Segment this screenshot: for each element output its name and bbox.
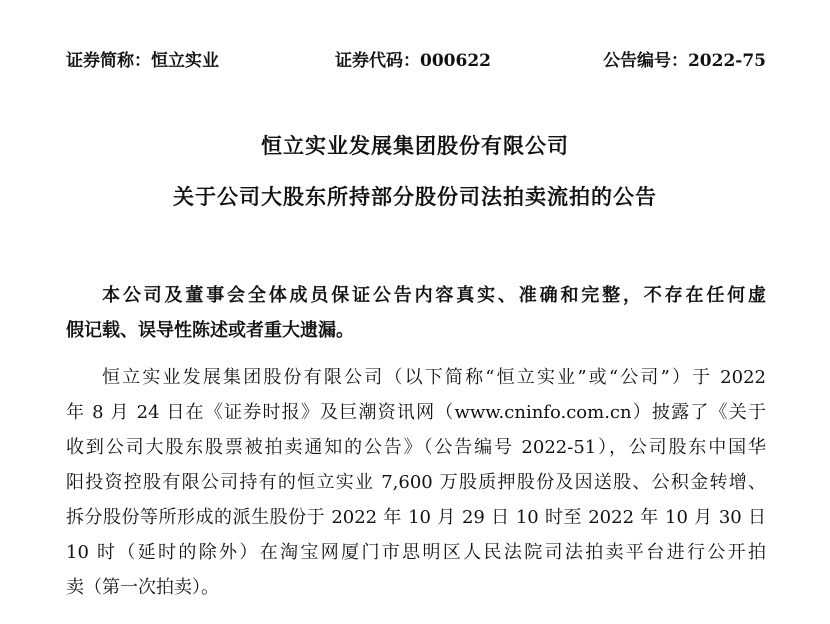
company-title: 恒立实业发展集团股份有限公司 — [261, 133, 569, 158]
body-line: 10 时（延时的除外）在淘宝网厦门市思明区人民法院司法拍卖平台进行公开拍 — [66, 542, 766, 563]
notice-number: 公告编号：2022-75 — [602, 51, 766, 71]
body-line: 年 8 月 24 日在《证券时报》及巨潮资讯网（www.cninfo.com.cn）披露了《关于 — [66, 402, 766, 423]
body-line: 收到公司大股东股票被拍卖通知的公告》（公告编号 2022-51），公司股东中国华 — [66, 437, 766, 458]
statement-line: 假记载、误导性陈述或者重大遗漏。 — [66, 320, 354, 341]
document-header — [66, 46, 766, 74]
board-statement-paragraph — [66, 278, 766, 348]
body-line: 阳投资控股有限公司持有的恒立实业 7,600 万股质押股份及因送股、公积金转增、 — [66, 472, 766, 493]
body-line: 拆分股份等所形成的派生股份于 2022 年 10 月 29 日 10 时至 2022 年 10 月 30 日 — [66, 507, 766, 528]
security-short-name: 证券简称：恒立实业 — [66, 51, 219, 71]
body-line: 卖（第一次拍卖）。 — [66, 577, 219, 598]
body-paragraph — [66, 360, 766, 605]
notice-title: 关于公司大股东所持部分股份司法拍卖流拍的公告 — [173, 184, 657, 209]
body-line: 恒立实业发展集团股份有限公司（以下简称“恒立实业”或“公司”）于 2022 — [102, 367, 766, 388]
statement-line: 本公司及董事会全体成员保证公告内容真实、准确和完整，不存在任何虚 — [102, 285, 766, 306]
security-code: 证券代码：000622 — [335, 51, 491, 71]
